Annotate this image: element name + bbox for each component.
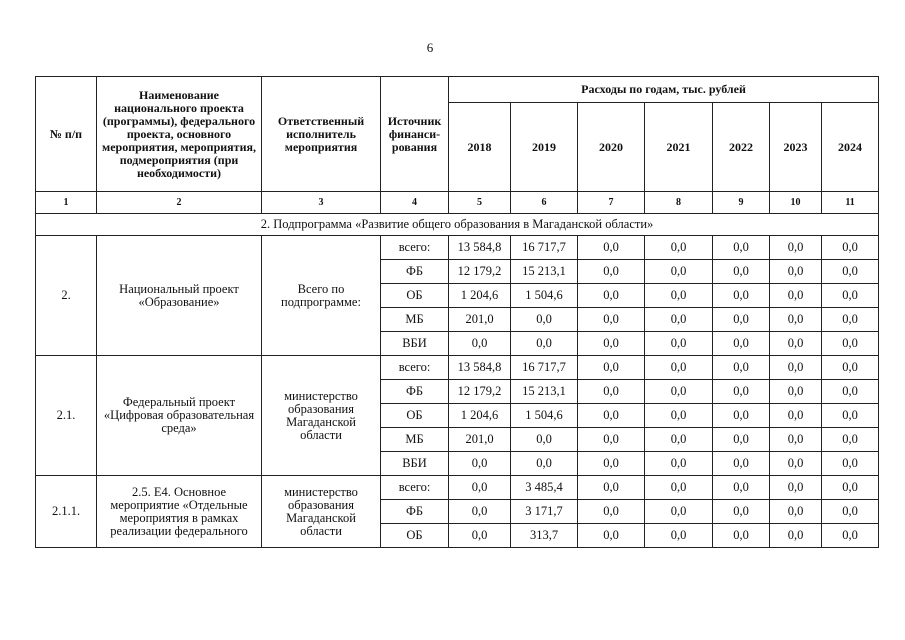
expense-value: 0,0	[578, 428, 645, 452]
expense-value: 0,0	[770, 380, 822, 404]
expense-value: 0,0	[578, 284, 645, 308]
expense-value: 0,0	[822, 356, 879, 380]
expense-value: 1 204,6	[449, 404, 511, 428]
expense-value: 201,0	[449, 308, 511, 332]
expense-value: 0,0	[645, 452, 713, 476]
expense-value: 0,0	[713, 332, 770, 356]
expense-value: 0,0	[770, 332, 822, 356]
expense-value: 0,0	[645, 524, 713, 548]
expense-value: 0,0	[645, 404, 713, 428]
column-number: 10	[770, 192, 822, 214]
expense-value: 0,0	[713, 356, 770, 380]
expense-value: 0,0	[822, 476, 879, 500]
expense-value: 0,0	[645, 500, 713, 524]
expense-value: 0,0	[822, 428, 879, 452]
expense-value: 0,0	[770, 356, 822, 380]
expense-value: 0,0	[449, 332, 511, 356]
expense-value: 0,0	[770, 428, 822, 452]
expense-value: 0,0	[770, 524, 822, 548]
expense-value: 0,0	[822, 524, 879, 548]
expense-value: 0,0	[449, 476, 511, 500]
expense-value: 0,0	[822, 236, 879, 260]
expense-value: 0,0	[770, 284, 822, 308]
subprogram-title: 2. Подпрограмма «Развитие общего образования в Магаданской области»	[36, 214, 879, 236]
funding-source: ВБИ	[381, 332, 449, 356]
page-number: 6	[426, 40, 434, 55]
expense-value: 12 179,2	[449, 380, 511, 404]
expense-value: 0,0	[578, 260, 645, 284]
funding-source: ФБ	[381, 260, 449, 284]
expense-value: 0,0	[770, 236, 822, 260]
funding-source: МБ	[381, 308, 449, 332]
column-number: 2	[97, 192, 262, 214]
expense-value: 1 204,6	[449, 284, 511, 308]
expense-value: 0,0	[449, 452, 511, 476]
expense-value: 0,0	[770, 404, 822, 428]
expense-value: 1 504,6	[511, 404, 578, 428]
row-responsible: министерство образования Магаданской области	[262, 356, 381, 476]
expense-value: 0,0	[822, 404, 879, 428]
column-number: 9	[713, 192, 770, 214]
header-year: 2023	[770, 103, 822, 192]
expense-value: 16 717,7	[511, 236, 578, 260]
expense-value: 0,0	[770, 500, 822, 524]
expense-value: 0,0	[713, 260, 770, 284]
expense-value: 0,0	[511, 452, 578, 476]
expense-value: 15 213,1	[511, 380, 578, 404]
row-responsible: министерство образования Магаданской области	[262, 476, 381, 548]
expense-value: 0,0	[770, 452, 822, 476]
header-year: 2021	[645, 103, 713, 192]
header-year: 2018	[449, 103, 511, 192]
subprogram-row	[36, 214, 879, 236]
expense-value: 0,0	[713, 308, 770, 332]
expense-value: 0,0	[511, 332, 578, 356]
expense-value: 0,0	[578, 404, 645, 428]
column-number: 1	[36, 192, 97, 214]
expense-value: 13 584,8	[449, 236, 511, 260]
expense-value: 0,0	[822, 260, 879, 284]
funding-source: ОБ	[381, 404, 449, 428]
row-name: Национальный проект «Образование»	[97, 236, 262, 356]
header-year: 2022	[713, 103, 770, 192]
funding-source: ФБ	[381, 380, 449, 404]
funding-source: ВБИ	[381, 452, 449, 476]
expense-value: 0,0	[578, 524, 645, 548]
row-name: Федеральный проект «Цифровая образовательная среда»	[97, 356, 262, 476]
expense-value: 0,0	[770, 260, 822, 284]
column-number-row	[36, 192, 879, 214]
column-number: 6	[511, 192, 578, 214]
funding-source: всего:	[381, 476, 449, 500]
expense-value: 3 485,4	[511, 476, 578, 500]
expense-value: 0,0	[645, 308, 713, 332]
expense-value: 0,0	[713, 500, 770, 524]
expense-value: 0,0	[578, 476, 645, 500]
expense-value: 0,0	[645, 428, 713, 452]
row-number: 2.1.1.	[36, 476, 97, 548]
header-source: Источник финанси-рования	[381, 77, 449, 192]
row-name: 2.5. Е4. Основное мероприятие «Отдельные мероприятия в рамках реализации федерального	[97, 476, 262, 548]
expense-value: 201,0	[449, 428, 511, 452]
header-year: 2024	[822, 103, 879, 192]
funding-source: ОБ	[381, 284, 449, 308]
header-responsible: Ответственный исполнитель мероприятия	[262, 77, 381, 192]
expense-value: 0,0	[511, 308, 578, 332]
expense-value: 13 584,8	[449, 356, 511, 380]
expense-value: 0,0	[713, 452, 770, 476]
expense-value: 1 504,6	[511, 284, 578, 308]
header-num: № п/п	[36, 77, 97, 192]
column-number: 3	[262, 192, 381, 214]
expense-value: 0,0	[511, 428, 578, 452]
expense-value: 15 213,1	[511, 260, 578, 284]
expense-value: 0,0	[770, 308, 822, 332]
header-year: 2020	[578, 103, 645, 192]
expense-value: 0,0	[645, 356, 713, 380]
expense-value: 0,0	[713, 404, 770, 428]
expense-value: 0,0	[713, 428, 770, 452]
column-number: 11	[822, 192, 879, 214]
row-number: 2.	[36, 236, 97, 356]
expense-value: 0,0	[645, 380, 713, 404]
expense-value: 12 179,2	[449, 260, 511, 284]
expense-value: 0,0	[578, 356, 645, 380]
expense-value: 0,0	[578, 500, 645, 524]
column-number: 7	[578, 192, 645, 214]
expense-value: 0,0	[713, 476, 770, 500]
funding-source: МБ	[381, 428, 449, 452]
budget-table	[35, 76, 879, 548]
expense-value: 0,0	[449, 524, 511, 548]
expense-value: 0,0	[713, 284, 770, 308]
expense-value: 0,0	[822, 308, 879, 332]
table-row	[36, 236, 879, 260]
expense-value: 0,0	[822, 332, 879, 356]
expense-value: 0,0	[578, 308, 645, 332]
expense-value: 0,0	[822, 284, 879, 308]
table-row	[36, 476, 879, 500]
funding-source: всего:	[381, 356, 449, 380]
expense-value: 0,0	[578, 332, 645, 356]
expense-value: 0,0	[770, 476, 822, 500]
row-responsible: Всего по подпрограмме:	[262, 236, 381, 356]
expense-value: 0,0	[822, 380, 879, 404]
expense-value: 0,0	[713, 524, 770, 548]
expense-value: 0,0	[645, 260, 713, 284]
table-body	[36, 192, 879, 548]
funding-source: ОБ	[381, 524, 449, 548]
expense-value: 3 171,7	[511, 500, 578, 524]
expense-value: 0,0	[645, 332, 713, 356]
header-name: Наименование национального проекта (программы), федерального проекта, основного мероприятия, мероприятия, подмероприятия (при необходимости)	[97, 77, 262, 192]
table-header	[36, 77, 879, 192]
expense-value: 0,0	[645, 476, 713, 500]
expense-value: 0,0	[449, 500, 511, 524]
column-number: 8	[645, 192, 713, 214]
expense-value: 0,0	[578, 380, 645, 404]
header-expenses-group: Расходы по годам, тыс. рублей	[449, 77, 879, 103]
expense-value: 0,0	[645, 236, 713, 260]
funding-source: ФБ	[381, 500, 449, 524]
expense-value: 16 717,7	[511, 356, 578, 380]
row-number: 2.1.	[36, 356, 97, 476]
expense-value: 0,0	[578, 452, 645, 476]
expense-value: 0,0	[822, 452, 879, 476]
header-year: 2019	[511, 103, 578, 192]
expense-value: 0,0	[578, 236, 645, 260]
expense-value: 0,0	[822, 500, 879, 524]
expense-value: 0,0	[713, 380, 770, 404]
expense-value: 0,0	[645, 284, 713, 308]
expense-value: 0,0	[713, 236, 770, 260]
column-number: 4	[381, 192, 449, 214]
funding-source: всего:	[381, 236, 449, 260]
column-number: 5	[449, 192, 511, 214]
table-row	[36, 356, 879, 380]
expense-value: 313,7	[511, 524, 578, 548]
